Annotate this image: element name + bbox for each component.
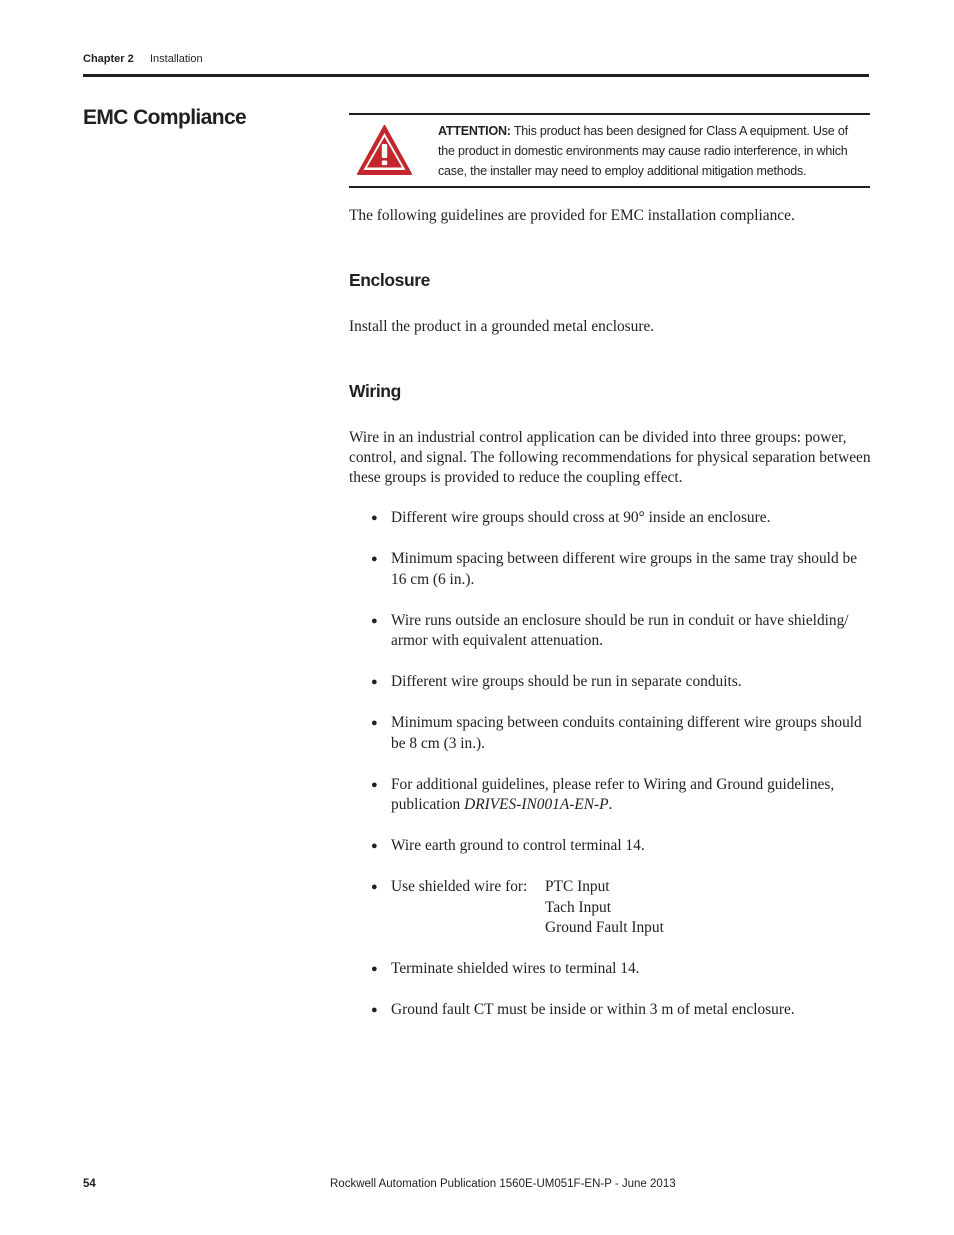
bullet-icon: ●	[371, 717, 378, 729]
list-item: ● Different wire groups should be run in separate conduits.	[349, 672, 871, 693]
bullet-icon: ●	[371, 881, 378, 893]
publication-reference: DRIVES-IN001A-EN-P	[464, 796, 609, 813]
bullet-icon: ●	[371, 840, 378, 852]
bullet-icon: ●	[371, 614, 378, 627]
wiring-heading: Wiring	[349, 381, 401, 401]
publication-footer: Rockwell Automation Publication 1560E-UM051F-EN-P - June 2013	[330, 1178, 676, 1190]
attention-notice	[438, 121, 858, 181]
enclosure-paragraph: Install the product in a grounded metal enclosure.	[349, 318, 655, 335]
enclosure-heading: Enclosure	[349, 270, 431, 290]
shielded-item: PTC Input	[545, 878, 610, 895]
attention-text: This product has been designed for Class A equipment. Use of the product in domestic environments may cause radio interference, in which case, the installer may need to employ additional mitigation methods.	[438, 124, 848, 178]
section-label: Installation	[150, 53, 203, 65]
wiring-paragraph: Wire in an industrial control application can be divided into three groups: power, control, and signal. The following recommendations for physical separation between these groups is provided to reduce the coupling effect.	[349, 429, 871, 486]
list-item: ● For additional guidelines, please refer to Wiring and Ground guidelines, publication DRIVES-IN001A-EN-P.	[371, 775, 835, 813]
bullet-icon: ●	[371, 1004, 378, 1016]
page-number: 54	[83, 1178, 96, 1190]
header-rule	[83, 74, 869, 77]
intro-paragraph: The following guidelines are provided for EMC installation compliance.	[349, 207, 795, 224]
shielded-wire-label: Use shielded wire for:	[391, 878, 528, 895]
list-item: ● Minimum spacing between conduits containing different wire groups should be 8 cm (3 in.).	[371, 714, 862, 752]
shielded-item: Ground Fault Input	[545, 919, 664, 936]
list-item: ● Minimum spacing between different wire groups in the same tray should be 16 cm (6 in.).	[371, 550, 858, 588]
running-header	[83, 53, 203, 65]
bullet-icon: ●	[371, 778, 378, 791]
list-item: ● Different wire groups should cross at 90° inside an enclosure.	[349, 508, 871, 529]
bullet-icon: ●	[371, 963, 378, 975]
shielded-item: Tach Input	[545, 898, 612, 916]
list-item: ● Wire runs outside an enclosure should be run in conduit or have shielding/ armor with equivalent attenuation.	[371, 611, 849, 649]
chapter-label: Chapter 2	[83, 53, 134, 65]
page-title: EMC Compliance	[83, 106, 247, 129]
list-item: ● Wire earth ground to control terminal 14.	[349, 836, 871, 857]
bullet-icon: ●	[371, 512, 378, 524]
list-item	[349, 877, 871, 939]
bullet-icon: ●	[371, 676, 378, 688]
list-item: ● Terminate shielded wires to terminal 14.	[349, 959, 871, 980]
shielded-wire-list	[391, 877, 871, 939]
warning-triangle-icon	[356, 124, 413, 176]
wiring-guidelines-list	[349, 508, 871, 1041]
bullet-icon: ●	[371, 553, 378, 565]
attention-label: ATTENTION:	[438, 124, 511, 138]
list-item: ● Ground fault CT must be inside or within 3 m of metal enclosure.	[349, 1000, 871, 1021]
attention-top-rule	[349, 113, 870, 115]
attention-bottom-rule	[349, 186, 870, 188]
